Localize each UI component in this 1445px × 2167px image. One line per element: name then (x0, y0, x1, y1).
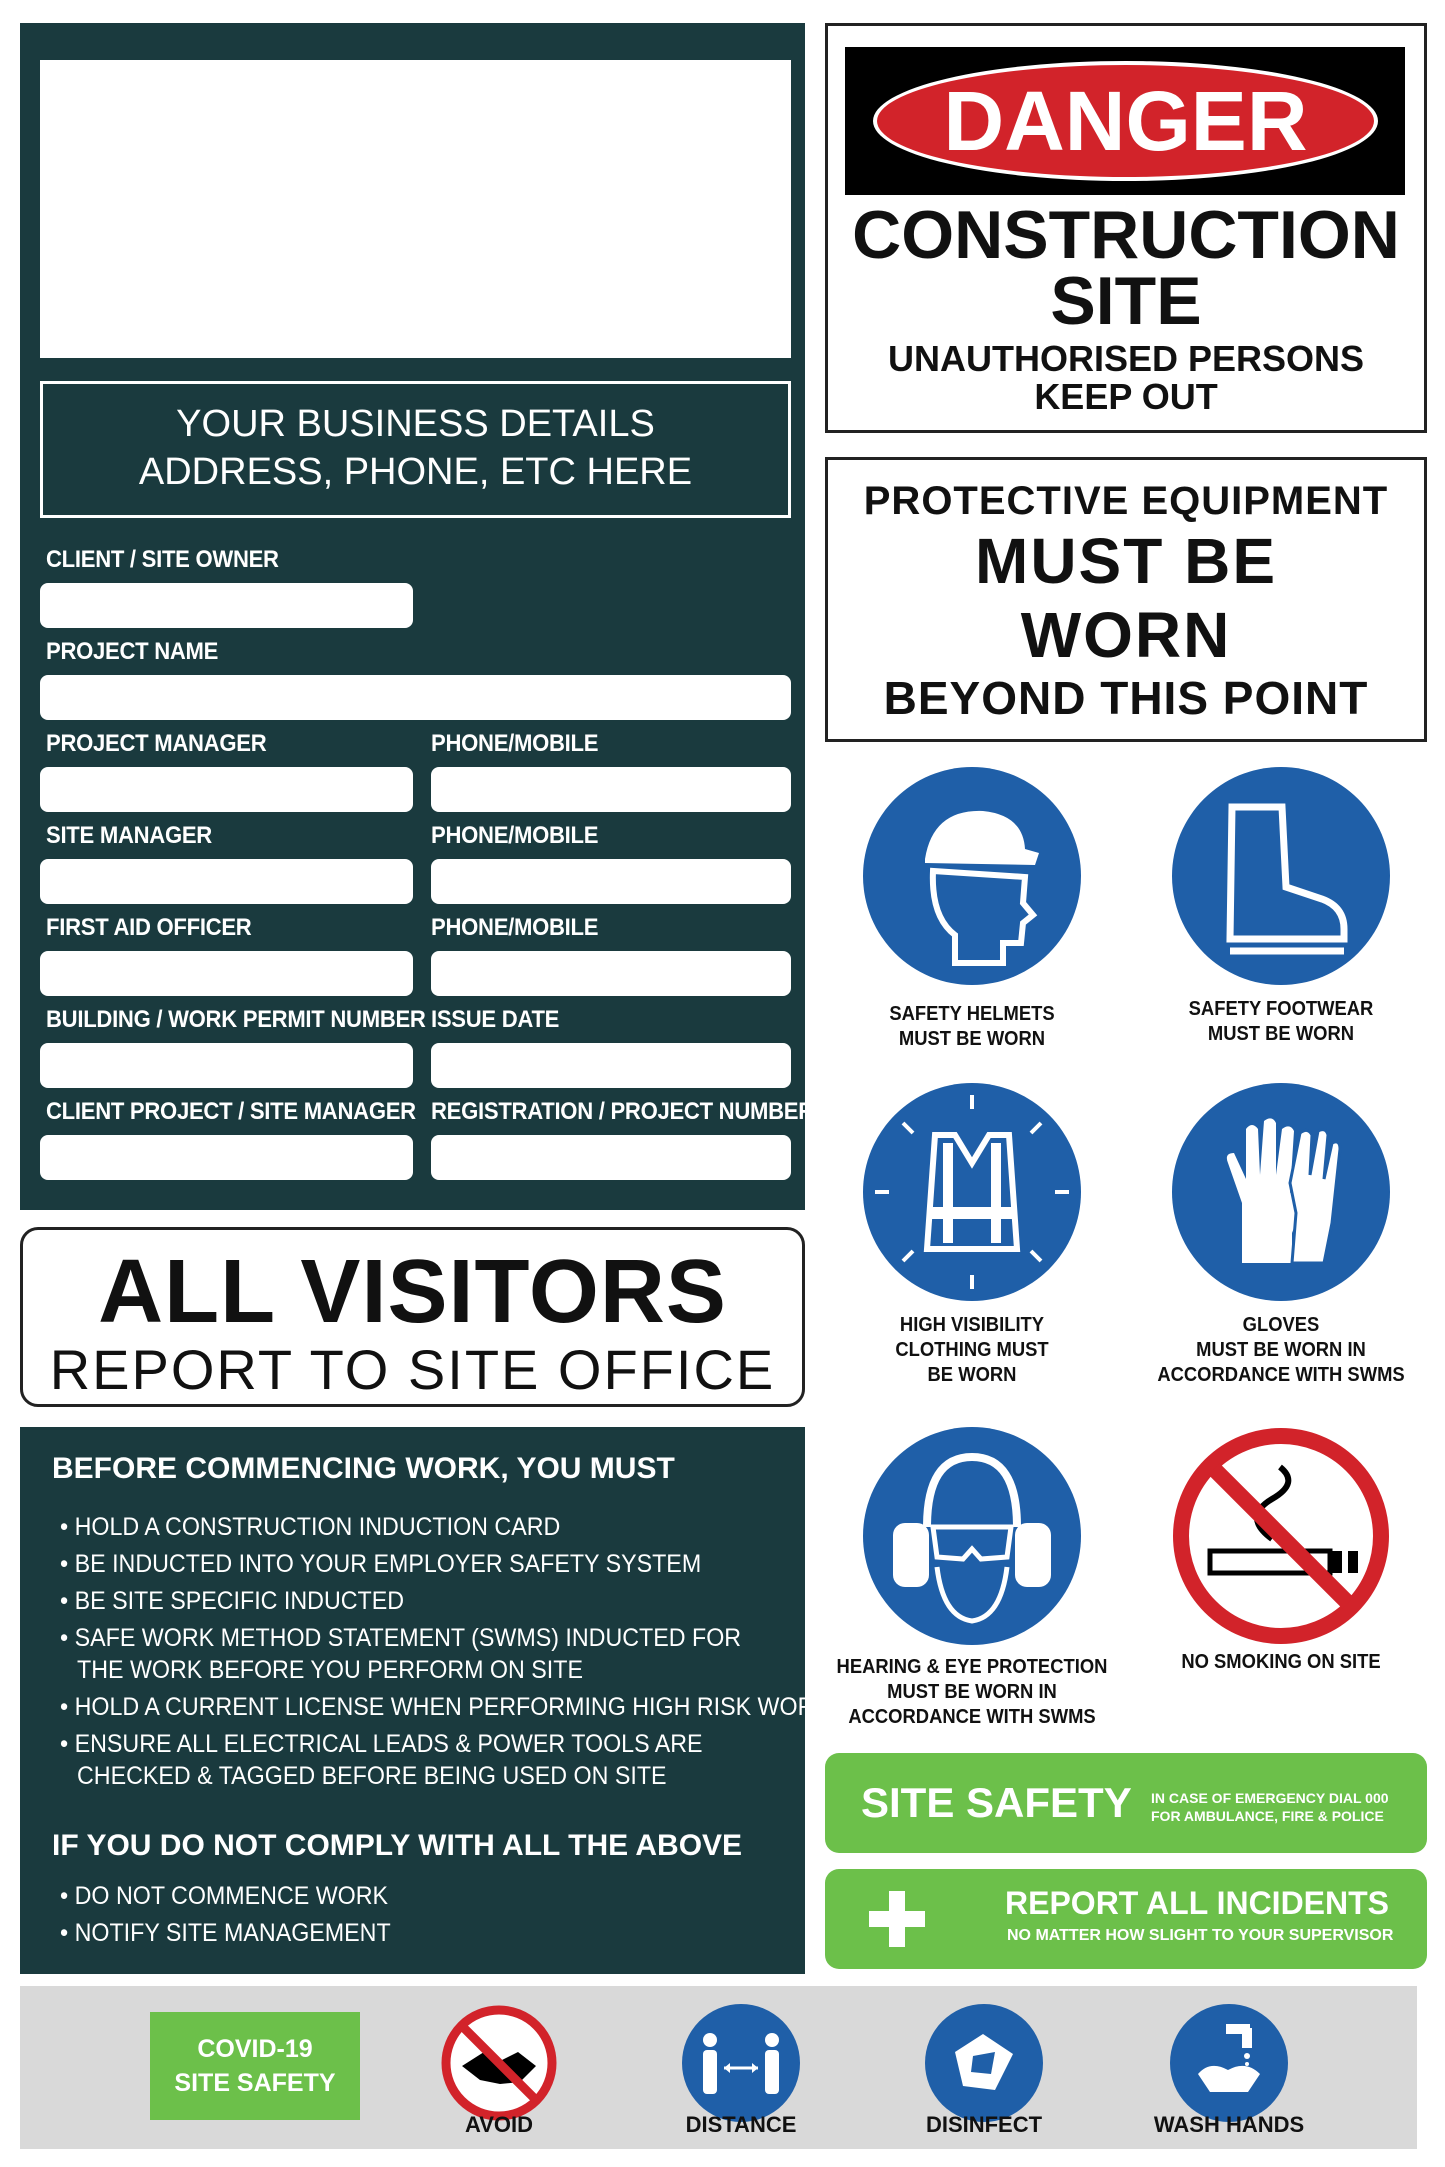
emergency-note: IN CASE OF EMERGENCY DIAL 000 FOR AMBULANCE, FIRE & POLICE (1151, 1790, 1389, 1824)
noncompliance-heading: IF YOU DO NOT COMPLY WITH ALL THE ABOVE (52, 1829, 743, 1862)
no-smoking-label: NO SMOKING ON SITE (1181, 1651, 1381, 1673)
gloves-label: GLOVES MUST BE WORN IN ACCORDANCE WITH SWMS (1157, 1314, 1405, 1386)
no-smoking-icon (1172, 1427, 1390, 1645)
business-details-box (40, 381, 791, 518)
site-safety-banner (825, 1753, 1427, 1853)
site-manager-field[interactable] (40, 859, 413, 904)
client-site-owner-label: CLIENT / SITE OWNER (46, 546, 279, 573)
report-incidents-note: NO MATTER HOW SLIGHT TO YOUR SUPERVISOR (1007, 1927, 1394, 1944)
permit-number-label: BUILDING / WORK PERMIT NUMBER (46, 1006, 426, 1033)
ppe-line1: PROTECTIVE EQUIPMENT (863, 479, 1389, 523)
danger-header: DANGER (873, 61, 1378, 181)
first-aid-cross-icon (869, 1891, 925, 1947)
project-name-label: PROJECT NAME (46, 638, 219, 665)
project-manager-label: PROJECT MANAGER (46, 730, 267, 757)
noncompliance-item: • DO NOT COMMENCE WORK (60, 1882, 389, 1910)
hearing-eye-label: HEARING & EYE PROTECTION MUST BE WORN IN ACCORDANCE WITH SWMS (836, 1656, 1108, 1728)
first-aid-officer-label: FIRST AID OFFICER (46, 914, 252, 941)
project-manager-phone-field[interactable] (431, 767, 791, 812)
avoid-label: AVOID (464, 2112, 534, 2137)
before-work-item-cont: CHECKED & TAGGED BEFORE BEING USED ON SITE (77, 1762, 667, 1790)
hearing-eye-protection-icon (863, 1427, 1081, 1645)
wash-hands-icon (1170, 2004, 1288, 2122)
visitors-subtitle: REPORT TO SITE OFFICE (49, 1338, 776, 1401)
issue-date-field[interactable] (431, 1043, 791, 1088)
client-project-manager-label: CLIENT PROJECT / SITE MANAGER (46, 1098, 416, 1125)
registration-number-field[interactable] (431, 1135, 791, 1180)
visitors-title: ALL VISITORS (98, 1242, 727, 1342)
ppe-line4: BEYOND THIS POINT (883, 672, 1369, 724)
safety-helmet-icon (863, 767, 1081, 985)
site-manager-label: SITE MANAGER (46, 822, 212, 849)
before-work-heading: BEFORE COMMENCING WORK, YOU MUST (52, 1452, 675, 1485)
before-work-item: • HOLD A CURRENT LICENSE WHEN PERFORMING HIGH RISK WORK (60, 1693, 830, 1721)
construction-site-title: CONSTRUCTION SITE (852, 197, 1400, 339)
report-incidents-banner (825, 1869, 1427, 1969)
distance-label: DISTANCE (685, 2112, 797, 2137)
logo-placeholder (40, 60, 791, 358)
business-details-line2: ADDRESS, PHONE, ETC HERE (138, 451, 693, 493)
site-manager-phone-field[interactable] (431, 859, 791, 904)
permit-number-field[interactable] (40, 1043, 413, 1088)
registration-number-label: REGISTRATION / PROJECT NUMBER (431, 1098, 814, 1125)
first-aid-phone-label: PHONE/MOBILE (431, 914, 599, 941)
issue-date-label: ISSUE DATE (431, 1006, 560, 1033)
client-project-manager-field[interactable] (40, 1135, 413, 1180)
wash-hands-label: WASH HANDS (1153, 2112, 1305, 2137)
ppe-line3: WORN (1020, 599, 1232, 671)
before-work-item: • BE INDUCTED INTO YOUR EMPLOYER SAFETY SYSTEM (60, 1550, 702, 1578)
client-site-owner-field[interactable] (40, 583, 413, 628)
disinfect-icon (925, 2004, 1043, 2122)
keep-out-notice: UNAUTHORISED PERSONS KEEP OUT (887, 338, 1365, 417)
ppe-sign (825, 457, 1427, 742)
safety-footwear-label: SAFETY FOOTWEAR MUST BE WORN (1188, 998, 1374, 1045)
noncompliance-item: • NOTIFY SITE MANAGEMENT (60, 1919, 391, 1947)
report-incidents-title: REPORT ALL INCIDENTS (1005, 1885, 1390, 1921)
all-visitors-sign (20, 1227, 805, 1407)
gloves-icon (1172, 1083, 1390, 1301)
first-aid-phone-field[interactable] (431, 951, 791, 996)
before-work-item: • SAFE WORK METHOD STATEMENT (SWMS) INDUCTED FOR (60, 1624, 742, 1652)
before-work-item: • HOLD A CONSTRUCTION INDUCTION CARD (60, 1513, 561, 1541)
before-work-item: • ENSURE ALL ELECTRICAL LEADS & POWER TOOLS ARE (60, 1730, 703, 1758)
hi-vis-vest-icon (863, 1083, 1081, 1301)
high-visibility-label: HIGH VISIBILITY CLOTHING MUST BE WORN (895, 1314, 1049, 1386)
project-manager-phone-label: PHONE/MOBILE (431, 730, 599, 757)
site-manager-phone-label: PHONE/MOBILE (431, 822, 599, 849)
site-safety-title: SITE SAFETY (861, 1779, 1132, 1826)
safety-helmets-label: SAFETY HELMETS MUST BE WORN (889, 1003, 1055, 1050)
before-work-item-cont: THE WORK BEFORE YOU PERFORM ON SITE (77, 1656, 583, 1684)
project-name-field[interactable] (40, 675, 791, 720)
project-manager-field[interactable] (40, 767, 413, 812)
distance-icon (682, 2004, 800, 2122)
safety-boot-icon (1172, 767, 1390, 985)
ppe-line2: MUST BE (975, 525, 1277, 597)
before-work-item: • BE SITE SPECIFIC INDUCTED (60, 1587, 405, 1615)
no-handshake-icon (440, 2004, 558, 2122)
business-details-line1: YOUR BUSINESS DETAILS (176, 403, 655, 445)
first-aid-officer-field[interactable] (40, 951, 413, 996)
disinfect-label: DISINFECT (925, 2112, 1043, 2137)
covid-site-safety-badge: COVID-19 SITE SAFETY (150, 2012, 360, 2120)
